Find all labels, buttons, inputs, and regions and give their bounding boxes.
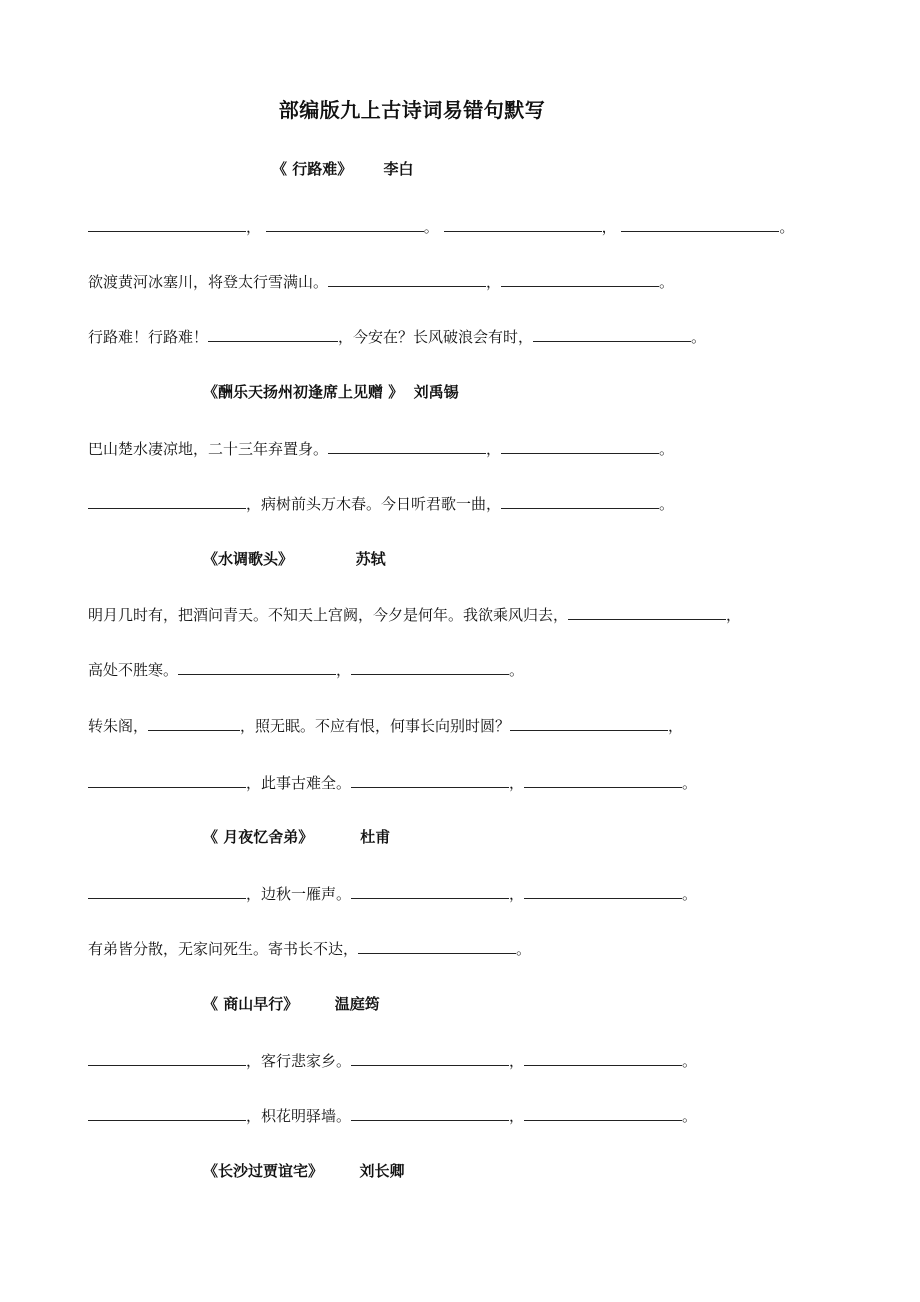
- page-title: 部编版九上古诗词易错句默写: [278, 98, 546, 122]
- blank-field[interactable]: [524, 1049, 682, 1066]
- blank-field[interactable]: [148, 714, 240, 731]
- blank-field[interactable]: [178, 658, 336, 675]
- blank-field[interactable]: [358, 937, 516, 954]
- blank-field[interactable]: [266, 215, 424, 232]
- poem-heading: 《长沙过贾谊宅》 刘长卿: [203, 1162, 405, 1180]
- dictation-line: 欲渡黄河冰塞川，将登太行雪满山。 ， 。: [88, 270, 674, 292]
- blank-field[interactable]: [88, 1104, 246, 1121]
- blank-field[interactable]: [328, 437, 486, 454]
- blank-field[interactable]: [510, 714, 668, 731]
- dictation-line: 有弟皆分散，无家问死生。寄书长不达， 。: [88, 937, 531, 959]
- blank-field[interactable]: [351, 1049, 509, 1066]
- blank-field[interactable]: [501, 437, 659, 454]
- blank-field[interactable]: [88, 882, 246, 899]
- dictation-line: ，客行悲家乡。 ， 。: [88, 1049, 697, 1071]
- blank-field[interactable]: [351, 771, 509, 788]
- blank-field[interactable]: [328, 270, 486, 287]
- dictation-line: ，此事古难全。 ， 。: [88, 771, 697, 793]
- dictation-line: 高处不胜寒。 ， 。: [88, 658, 524, 680]
- dictation-line: ，枳花明驿墙。 ， 。: [88, 1104, 697, 1126]
- blank-field[interactable]: [351, 882, 509, 899]
- blank-field[interactable]: [568, 603, 726, 620]
- dictation-line: ，病树前头万木春。今日听君歌一曲， 。: [88, 492, 674, 514]
- blank-field[interactable]: [208, 325, 338, 342]
- blank-field[interactable]: [88, 771, 246, 788]
- dictation-line: 转朱阁， ，照无眠。不应有恨，何事长向别时圆？ ，: [88, 714, 683, 736]
- blank-field[interactable]: [444, 215, 602, 232]
- blank-field[interactable]: [88, 492, 246, 509]
- dictation-line: 行路难！行路难！ ，今安在？长风破浪会有时， 。: [88, 325, 706, 347]
- dictation-line: ，边秋一雁声。 ， 。: [88, 882, 697, 904]
- dictation-line: 明月几时有，把酒问青天。不知天上宫阙，今夕是何年。我欲乘风归去， ，: [88, 603, 741, 625]
- blank-field[interactable]: [533, 325, 691, 342]
- poem-heading: 《酬乐天扬州初逢席上见赠 》 刘禹锡: [203, 383, 459, 401]
- blank-field[interactable]: [88, 215, 246, 232]
- dictation-line: ， 。 ， 。: [88, 215, 794, 237]
- blank-field[interactable]: [524, 771, 682, 788]
- blank-field[interactable]: [88, 1049, 246, 1066]
- blank-field[interactable]: [524, 882, 682, 899]
- blank-field[interactable]: [351, 658, 509, 675]
- blank-field[interactable]: [621, 215, 779, 232]
- blank-field[interactable]: [501, 270, 659, 287]
- blank-field[interactable]: [351, 1104, 509, 1121]
- blank-field[interactable]: [524, 1104, 682, 1121]
- poem-heading: 《 月夜忆舍弟》 杜甫: [203, 828, 391, 846]
- poem-heading: 《 商山早行》 温庭筠: [203, 995, 380, 1013]
- poem-heading: 《 行路难》 李白: [272, 160, 414, 178]
- blank-field[interactable]: [501, 492, 659, 509]
- poem-heading: 《水调歌头》 苏轼: [203, 550, 386, 568]
- dictation-line: 巴山楚水凄凉地，二十三年弃置身。 ， 。: [88, 437, 674, 459]
